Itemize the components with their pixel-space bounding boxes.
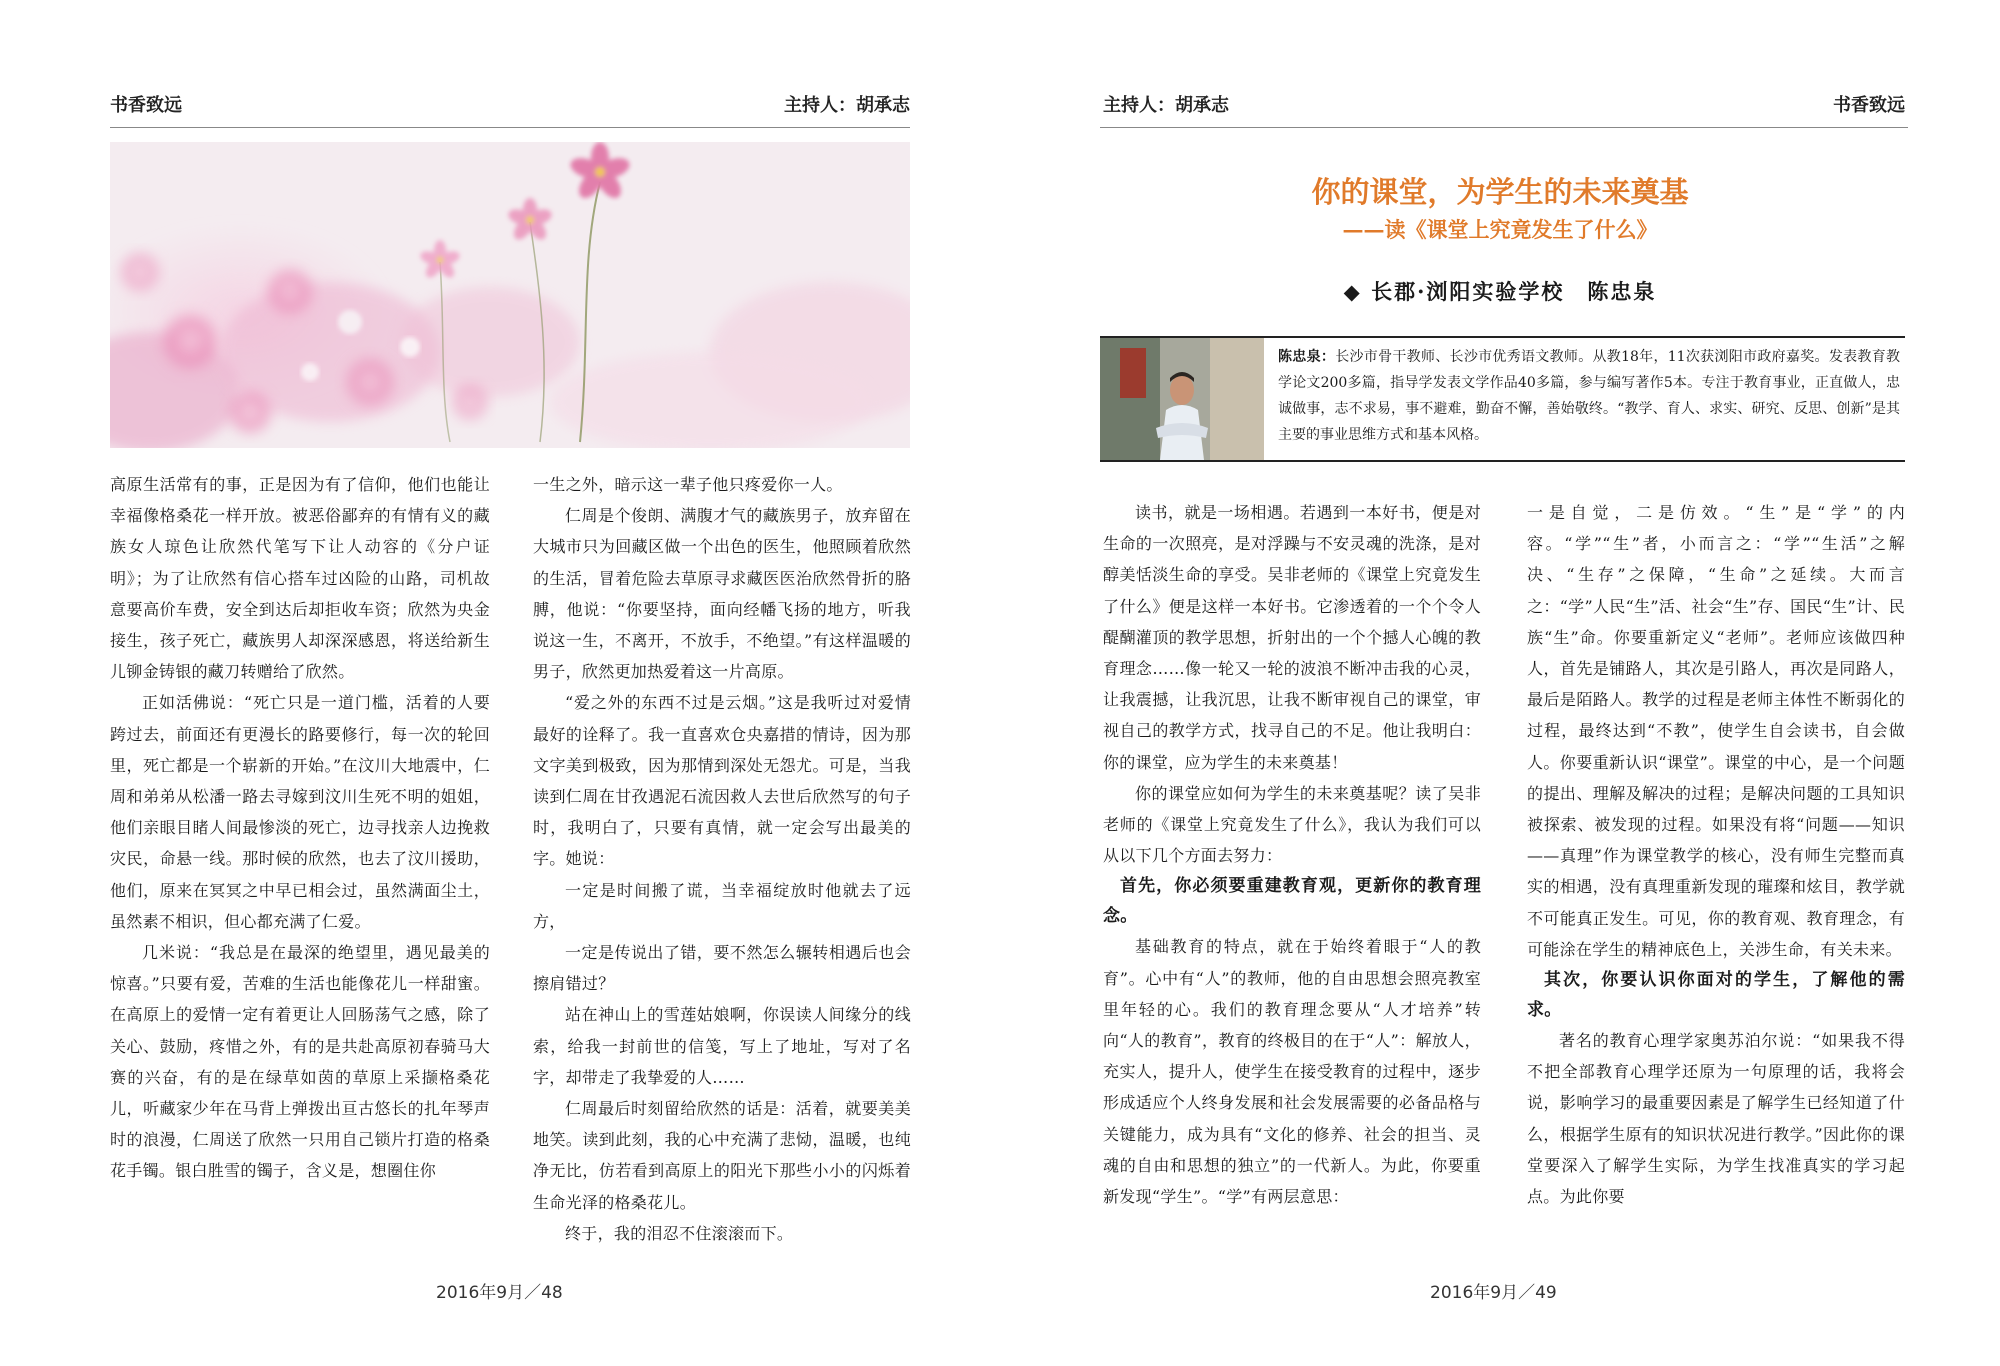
paragraph: 仁周最后时刻留给欣然的话是：活着，就要美美地笑。读到此刻，我的心中充满了悲恸，温暖，也纯净无比，仿若看到高原上的阳光下那些小小的闪烁着生命光泽的格桑花儿。 xyxy=(533,1099,911,1212)
author-photo xyxy=(1100,338,1264,460)
bio-description: 长沙市骨干教师、长沙市优秀语文教师。从教18年，11次获浏阳市政府嘉奖。发表教育教学论文200多篇，指导学发表文学作品40多篇，参与编写著作5本。专注于教育事业，正直做人，忠诚做事，志不求易，事不避难，勤奋不懈，善始敬终。“教学、育人、求实、研究、反思、创新”是其主要的事业思维方式和基本风格。 xyxy=(1278,349,1900,443)
bio-name: 陈忠泉： xyxy=(1278,349,1336,365)
paragraph: 著名的教育心理学家奥苏泊尔说：“如果我不得不把全部教育心理学还原为一句原理的话，我将会说，影响学习的最重要因素是了解学生已经知道了什么，根据学生原有的知识状况进行教学。”因此你的课堂要深入了解学生实际，为学生找准真实的学习起点。为此你要 xyxy=(1527,1031,1905,1207)
right-page-column-2 xyxy=(1527,497,1905,1212)
header-divider xyxy=(110,127,910,128)
author-line: ◆ 长郡·浏阳实验学校 陈忠泉 xyxy=(1343,279,1657,304)
paragraph: 终于，我的泪忍不住滚滚而下。 xyxy=(565,1223,794,1243)
bio-bottom-rule xyxy=(1100,460,1905,462)
paragraph: 一是自觉，二是仿效。“生”是“学”的内容。“学”“生”者，小而言之：“学”“生活”之解决、“生存”之保障，“生命”之延续。大而言之：“学”人民“生”活、社会“生”存、国民“生”计、民族“生”命。你要重新定义“老师”。老师应该做四种人，首先是铺路人，其次是引路人，再次是同路人，最后是陌路人。教学的过程是老师主体性不断弱化的过程，最终达到“不教”，使学生自会读书，自会做人。你要重新认识“课堂”。课堂的中心，是一个问题的提出、理解及解决的过程；是解决问题的工具知识被探索、被发现的过程。如果没有将“问题——知识——真理”作为课堂教学的核心，没有师生完整而真实的相遇，没有真理重新发现的璀璨和炫目，教学就不可能真正发生。可见，你的教育观、教育理念，有可能涂在学生的精神底色上，关涉生命，有关未来。 xyxy=(1527,503,1905,959)
paragraph: 读书，就是一场相遇。若遇到一本好书，便是对生命的一次照亮，是对浮躁与不安灵魂的洗涤，是对醇美恬淡生命的享受。吴非老师的《课堂上究竟发生了什么》便是这样一本好书。它渗透着的一个个令人醍醐灌顶的教学思想，折射出的一个个撼人心魄的教育理念……像一轮又一轮的波浪不断冲击我的心灵，让我震撼，让我沉思，让我不断审视自己的课堂，审视自己的教学方式，找寻自己的不足。他让我明白：你的课堂，应为学生的未来奠基！ xyxy=(1103,503,1481,772)
author-portrait xyxy=(1100,338,1264,460)
column-name-left: 书香致远 xyxy=(110,95,182,116)
paragraph: 高原生活常有的事，正是因为有了信仰，他们也能让幸福像格桑花一样开放。被恶俗鄙弃的有情有义的藏族女人琼色让欣然代笔写下让人动容的《分户证明》；为了让欣然有信心搭车过凶险的山路，司机故意要高价车费，安全到达后却拒收车资；欣然为央金接生，孩子死亡，藏族男人却深深感恩，将送给新生儿铆金铸银的藏刀转赠给了欣然。 xyxy=(110,475,490,682)
column-name-right: 书香致远 xyxy=(1833,95,1905,116)
paragraph: 仁周是个俊朗、满腹才气的藏族男子，放弃留在大城市只为回藏区做一个出色的医生，他照顾着欣然的生活，冒着危险去草原寻求藏医医治欣然骨折的胳膊，他说：“你要坚持，面向经幡飞扬的地方，听我说这一生，不离开，不放手，不绝望。”有这样温暖的男子，欣然更加热爱着这一片高原。 xyxy=(533,506,911,682)
page-number-49: 2016年9月／49 xyxy=(1430,1283,1557,1303)
article-subtitle: ——读《课堂上究竟发生了什么》 xyxy=(1342,217,1658,242)
paragraph: 一生之外，暗示这一辈子他只疼爱你一人。 xyxy=(533,475,843,494)
host-name-left: 主持人：胡承志 xyxy=(784,95,910,116)
right-page-column-1 xyxy=(1103,497,1481,1212)
paragraph: 正如活佛说：“死亡只是一道门槛，活着的人要跨过去，前面还有更漫长的路要修行，每一次的轮回里，死亡都是一个崭新的开始。”在汶川大地震中，仁周和弟弟从松潘一路去寻嫁到汶川生死不明的姐姐，他们亲眼目睹人间最惨淡的死亡，边寻找亲人边挽救灾民，命悬一线。那时候的欣然，也去了汶川援助，他们，原来在冥冥之中早已相会过，虽然满面尘土，虽然素不相识，但心都充满了仁爱。 xyxy=(110,693,490,931)
paragraph: 你的课堂应如何为学生的未来奠基呢？读了吴非老师的《课堂上究竟发生了什么》，我认为我们可以从以下几个方面去努力： xyxy=(1103,783,1481,866)
article-title: 你的课堂，为学生的未来奠基 xyxy=(1311,175,1689,209)
host-name-right: 主持人：胡承志 xyxy=(1103,95,1229,116)
paragraph: 一定是传说出了错，要不然怎么辗转相遇后也会擦肩错过？ xyxy=(533,943,911,994)
cosmos-flower-photo xyxy=(110,142,910,448)
paragraph: 基础教育的特点，就在于始终着眼于“人的教育”。心中有“人”的教师，他的自由思想会照亮教室里年轻的心。我们的教育理念要从“人才培养”转向“人的教育”，教育的终极目的在于“人”：解放人，充实人，提升人，使学生在接受教育的过程中，逐步形成适应个人终身发展和社会发展需要的必备品格与关键能力，成为具有“文化的修养、社会的担当、灵魂的自由和思想的独立”的一代新人。为此，你要重新发现“学生”。“学”有两层意思： xyxy=(1103,937,1481,1207)
header-divider xyxy=(1100,127,1908,128)
paragraph: 几米说：“我总是在最深的绝望里，遇见最美的惊喜。”只要有爱，苦难的生活也能像花儿一样甜蜜。在高原上的爱情一定有着更让人回肠荡气之感，除了关心、鼓励，疼惜之外，有的是共赴高原初春骑马大赛的兴奋，有的是在绿草如茵的草原上采撷格桑花儿，听藏家少年在马背上弹拨出亘古悠长的扎年琴声时的浪漫，仁周送了欣然一只用自己锁片打造的格桑花手镯。银白胜雪的镯子，含义是，想圈住你 xyxy=(110,943,490,1181)
left-page-column-2 xyxy=(533,469,911,1249)
left-page-column-1 xyxy=(110,469,490,1187)
paragraph: 一定是时间搬了谎，当幸福绽放时他就去了远方， xyxy=(533,880,911,931)
paragraph: 站在神山上的雪莲姑娘啊，你误读人间缘分的线索，给我一封前世的信笺，写上了地址，写对了名字，却带走了我挚爱的人…… xyxy=(533,1005,911,1087)
flower-illustration xyxy=(110,142,910,448)
paragraph: “爱之外的东西不过是云烟。”这是我听过对爱情最好的诠释了。我一直喜欢仓央嘉措的情诗，因为那文字美到极致，因为那情到深处无怨尤。可是，当我读到仁周在甘孜遇泥石流因救人去世后欣然写的句子时，我明白了，只要有真情，就一定会写出最美的字。她说： xyxy=(533,693,911,869)
page-number-48: 2016年9月／48 xyxy=(436,1283,563,1303)
author-bio-box xyxy=(1100,336,1905,462)
section-heading: 首先，你必须要重建教育观，更新你的教育理念。 xyxy=(1103,876,1481,927)
author-bio xyxy=(1278,344,1900,448)
section-heading: 其次，你要认识你面对的学生，了解他的需求。 xyxy=(1527,970,1905,1021)
